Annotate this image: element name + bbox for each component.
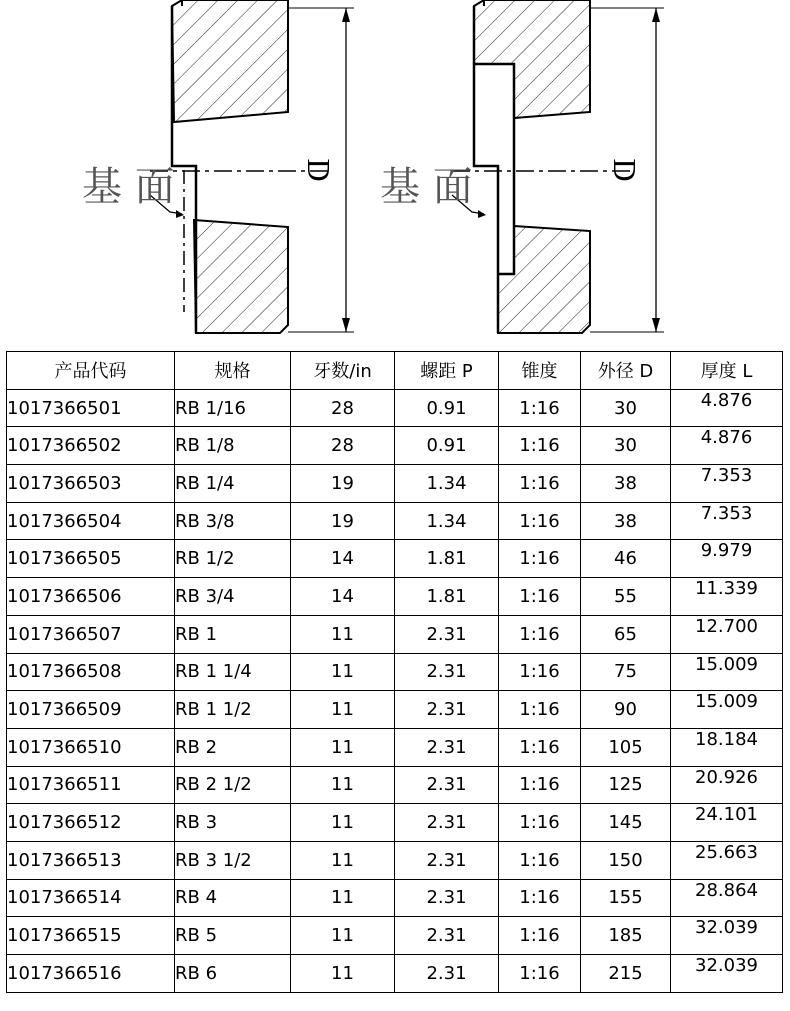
table-row (7, 427, 783, 465)
cell-outer-diameter: 90 (581, 691, 671, 729)
cell-taper: 1:16 (499, 917, 581, 955)
cell-threads: 11 (291, 615, 395, 653)
cell-threads: 19 (291, 502, 395, 540)
cell-taper: 1:16 (499, 615, 581, 653)
cell-product-code: 1017366515 (7, 917, 175, 955)
datum-label: 基 面 (380, 164, 473, 210)
cell-thickness: 32.039 (671, 955, 783, 993)
cell-thickness: 24.101 (671, 804, 783, 842)
cell-taper: 1:16 (499, 841, 581, 879)
cell-thickness: 28.864 (671, 879, 783, 917)
cell-pitch: 2.31 (395, 653, 499, 691)
cell-product-code: 1017366509 (7, 691, 175, 729)
cell-product-code: 1017366504 (7, 502, 175, 540)
table-row (7, 578, 783, 616)
cell-thickness: 4.876 (671, 427, 783, 465)
cell-outer-diameter: 30 (581, 427, 671, 465)
cell-threads: 11 (291, 879, 395, 917)
cell-product-code: 1017366507 (7, 615, 175, 653)
cell-product-code: 1017366508 (7, 653, 175, 691)
cell-threads: 11 (291, 766, 395, 804)
cell-threads: 19 (291, 465, 395, 503)
cell-thickness: 11.339 (671, 578, 783, 616)
cell-taper: 1:16 (499, 389, 581, 427)
cell-product-code: 1017366510 (7, 728, 175, 766)
cell-threads: 11 (291, 917, 395, 955)
dimension-label: D (301, 158, 337, 182)
cell-threads: 11 (291, 804, 395, 842)
header-taper: 锥度 (499, 352, 581, 390)
cell-pitch: 0.91 (395, 389, 499, 427)
cell-pitch: 2.31 (395, 917, 499, 955)
header-pitch: 螺距 P (395, 352, 499, 390)
cell-threads: 11 (291, 841, 395, 879)
cell-spec: RB 2 (175, 728, 291, 766)
cell-taper: 1:16 (499, 653, 581, 691)
cell-spec: RB 6 (175, 955, 291, 993)
cell-spec: RB 2 1/2 (175, 766, 291, 804)
cell-taper: 1:16 (499, 691, 581, 729)
cell-product-code: 1017366514 (7, 879, 175, 917)
cell-thickness: 15.009 (671, 653, 783, 691)
cell-pitch: 1.81 (395, 578, 499, 616)
table-row (7, 502, 783, 540)
cell-pitch: 2.31 (395, 955, 499, 993)
cell-taper: 1:16 (499, 728, 581, 766)
cell-thickness: 18.184 (671, 728, 783, 766)
cell-taper: 1:16 (499, 879, 581, 917)
cell-pitch: 2.31 (395, 879, 499, 917)
cell-thickness: 7.353 (671, 465, 783, 503)
left-gauge-drawing (82, 0, 354, 333)
cell-product-code: 1017366512 (7, 804, 175, 842)
cell-thickness: 9.979 (671, 540, 783, 578)
cell-thickness: 15.009 (671, 691, 783, 729)
cell-outer-diameter: 55 (581, 578, 671, 616)
table-row (7, 728, 783, 766)
cell-pitch: 2.31 (395, 841, 499, 879)
cell-taper: 1:16 (499, 540, 581, 578)
cell-spec: RB 3/4 (175, 578, 291, 616)
cell-outer-diameter: 155 (581, 879, 671, 917)
cell-spec: RB 3 (175, 804, 291, 842)
cell-taper: 1:16 (499, 502, 581, 540)
cell-product-code: 1017366502 (7, 427, 175, 465)
cell-pitch: 0.91 (395, 427, 499, 465)
cell-pitch: 1.81 (395, 540, 499, 578)
cell-spec: RB 1 (175, 615, 291, 653)
table-row (7, 955, 783, 993)
cell-spec: RB 1/4 (175, 465, 291, 503)
cell-taper: 1:16 (499, 465, 581, 503)
cell-product-code: 1017366506 (7, 578, 175, 616)
cell-product-code: 1017366511 (7, 766, 175, 804)
cell-threads: 11 (291, 728, 395, 766)
cell-outer-diameter: 145 (581, 804, 671, 842)
cell-thickness: 4.876 (671, 389, 783, 427)
cell-pitch: 2.31 (395, 691, 499, 729)
cell-pitch: 2.31 (395, 728, 499, 766)
cell-spec: RB 5 (175, 917, 291, 955)
table-row (7, 841, 783, 879)
cell-outer-diameter: 215 (581, 955, 671, 993)
spec-table (6, 351, 783, 993)
cell-taper: 1:16 (499, 766, 581, 804)
cell-product-code: 1017366516 (7, 955, 175, 993)
cell-outer-diameter: 105 (581, 728, 671, 766)
cell-outer-diameter: 38 (581, 502, 671, 540)
datum-label: 基 面 (82, 164, 175, 210)
cell-thickness: 7.353 (671, 502, 783, 540)
cell-pitch: 1.34 (395, 502, 499, 540)
cell-threads: 28 (291, 389, 395, 427)
table-row (7, 465, 783, 503)
table-row (7, 804, 783, 842)
cell-spec: RB 1/2 (175, 540, 291, 578)
cell-spec: RB 1 1/2 (175, 691, 291, 729)
header-threads-per-inch: 牙数/in (291, 352, 395, 390)
cell-pitch: 2.31 (395, 615, 499, 653)
cell-pitch: 2.31 (395, 766, 499, 804)
table-row (7, 615, 783, 653)
cell-outer-diameter: 46 (581, 540, 671, 578)
cell-product-code: 1017366503 (7, 465, 175, 503)
table-row (7, 766, 783, 804)
dimension-label: D (607, 158, 643, 182)
cell-threads: 11 (291, 653, 395, 691)
cell-pitch: 1.34 (395, 465, 499, 503)
cell-threads: 14 (291, 540, 395, 578)
right-gauge-drawing (380, 0, 664, 333)
cell-spec: RB 4 (175, 879, 291, 917)
cell-spec: RB 3 1/2 (175, 841, 291, 879)
cell-thickness: 20.926 (671, 766, 783, 804)
cell-outer-diameter: 150 (581, 841, 671, 879)
cell-taper: 1:16 (499, 955, 581, 993)
cell-product-code: 1017366501 (7, 389, 175, 427)
cell-product-code: 1017366505 (7, 540, 175, 578)
cell-threads: 28 (291, 427, 395, 465)
cell-taper: 1:16 (499, 427, 581, 465)
cell-outer-diameter: 185 (581, 917, 671, 955)
table-row (7, 879, 783, 917)
cell-spec: RB 1/8 (175, 427, 291, 465)
header-spec: 规格 (175, 352, 291, 390)
cell-spec: RB 3/8 (175, 502, 291, 540)
cell-outer-diameter: 38 (581, 465, 671, 503)
table-row (7, 540, 783, 578)
table-row (7, 389, 783, 427)
table-row (7, 691, 783, 729)
cell-outer-diameter: 125 (581, 766, 671, 804)
cell-thickness: 32.039 (671, 917, 783, 955)
header-thickness: 厚度 L (671, 352, 783, 390)
cell-pitch: 2.31 (395, 804, 499, 842)
cell-threads: 11 (291, 691, 395, 729)
cell-thickness: 12.700 (671, 615, 783, 653)
cell-product-code: 1017366513 (7, 841, 175, 879)
cell-threads: 14 (291, 578, 395, 616)
cell-threads: 11 (291, 955, 395, 993)
cell-spec: RB 1 1/4 (175, 653, 291, 691)
technical-drawing (0, 0, 790, 345)
cell-taper: 1:16 (499, 804, 581, 842)
header-outer-diameter: 外径 D (581, 352, 671, 390)
table-row (7, 917, 783, 955)
cell-outer-diameter: 65 (581, 615, 671, 653)
table-row (7, 653, 783, 691)
cell-outer-diameter: 75 (581, 653, 671, 691)
cell-spec: RB 1/16 (175, 389, 291, 427)
table-header-row (7, 352, 783, 390)
cell-thickness: 25.663 (671, 841, 783, 879)
header-product-code: 产品代码 (7, 352, 175, 390)
cell-outer-diameter: 30 (581, 389, 671, 427)
cell-taper: 1:16 (499, 578, 581, 616)
